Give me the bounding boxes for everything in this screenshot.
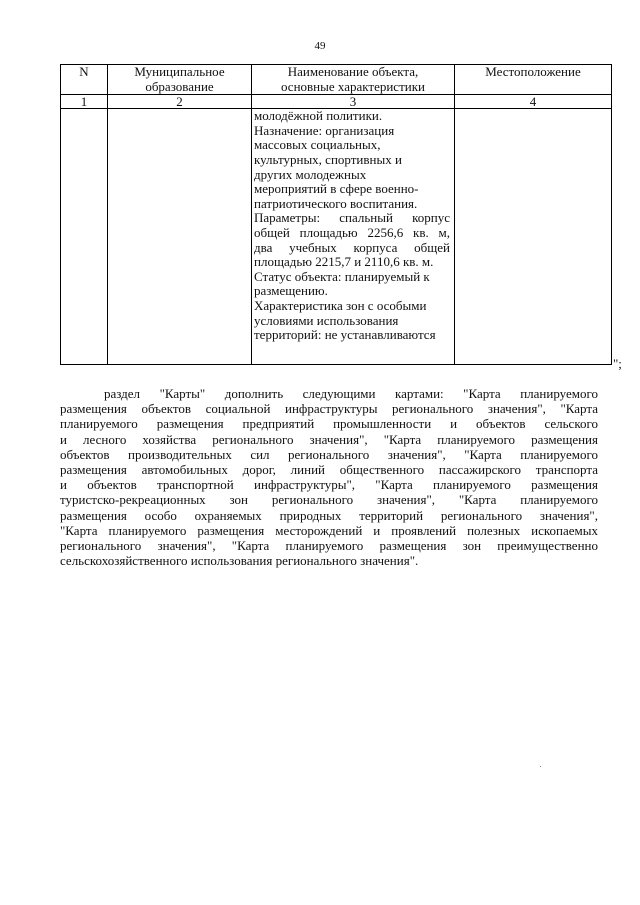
header-municipality bbox=[108, 65, 252, 95]
column-number: 3 bbox=[252, 95, 455, 109]
description-line: условиями использования bbox=[254, 313, 399, 328]
description-line: других молодежных bbox=[254, 167, 367, 182]
description-line: площадью 2215,7 и 2110,6 кв. м. bbox=[254, 255, 434, 270]
header-municipality-line: Муниципальное bbox=[134, 64, 225, 79]
paragraph-line: "Карта планируемого размещения месторождений и проявлений полезных ископаемых bbox=[60, 522, 598, 538]
object-description-cell bbox=[252, 109, 455, 365]
row-number-cell bbox=[61, 109, 108, 365]
scan-speck bbox=[540, 766, 541, 767]
paragraph-line: сельскохозяйственного использования регионального значения". bbox=[60, 553, 419, 569]
objects-table bbox=[60, 64, 612, 365]
description-line: массовых социальных, bbox=[254, 138, 381, 153]
paragraph-line: размещения автомобильных дорог, линий общественного пассажирского транспорта bbox=[60, 462, 598, 478]
description-line: два учебных корпуса общей bbox=[254, 240, 450, 255]
header-object-name-line: Наименование объекта, bbox=[287, 64, 419, 79]
column-number: 1 bbox=[61, 95, 108, 109]
paragraph-line: и объектов транспортной инфраструктуры", "Карта планируемого размещения bbox=[60, 477, 598, 493]
paragraph-line: и лесного хозяйства регионального значения", "Карта планируемого размещения bbox=[60, 431, 598, 447]
column-number: 4 bbox=[455, 95, 612, 109]
paragraph-line: размещения особо охраняемых природных территорий регионального значения", bbox=[60, 507, 598, 523]
paragraph-line: планируемого размещения предприятий промышленности и объектов сельского bbox=[60, 416, 598, 432]
description-line: общей площадью 2256,6 кв. м, bbox=[254, 225, 450, 240]
municipality-cell bbox=[108, 109, 252, 365]
table-header-row bbox=[61, 65, 612, 95]
header-location: Местоположение bbox=[455, 65, 612, 95]
header-number: N bbox=[61, 65, 108, 95]
column-number: 2 bbox=[108, 95, 252, 109]
paragraph-line: регионального значения", "Карта планируемого размещения зон преимущественно bbox=[60, 538, 598, 554]
paragraph-line: раздел "Карты" дополнить следующими картами: "Карта планируемого bbox=[104, 386, 598, 401]
description-line: культурных, спортивных и bbox=[254, 152, 402, 167]
description-line: Параметры: спальный корпус bbox=[254, 211, 450, 226]
location-cell bbox=[455, 109, 612, 365]
paragraph-line: туристско-рекреационных зон регионального значения", "Карта планируемого bbox=[60, 492, 598, 508]
header-municipality-line: образование bbox=[145, 78, 214, 94]
closing-quote-mark: "; bbox=[613, 356, 622, 371]
paragraph-line: объектов производительных сил регионального значения", "Карта планируемого bbox=[60, 446, 598, 462]
description-line: патриотического воспитания. bbox=[254, 196, 418, 211]
description-line: молодёжной политики. bbox=[254, 109, 383, 124]
paragraph-line: размещения объектов социальной инфраструктуры регионального значения", "Карта bbox=[60, 401, 598, 417]
description-line: мероприятий в сфере военно- bbox=[254, 182, 419, 197]
table-row bbox=[61, 109, 612, 365]
page-number: 49 bbox=[314, 40, 326, 52]
description-line: Статус объекта: планируемый к bbox=[254, 269, 430, 284]
description-line: территорий: не устанавливаются bbox=[254, 328, 436, 343]
description-line: размещению. bbox=[254, 284, 328, 299]
column-number-row bbox=[61, 95, 612, 109]
maps-section-paragraph bbox=[60, 386, 598, 568]
header-object-name-line: основные характеристики bbox=[280, 78, 425, 94]
header-object-name bbox=[252, 65, 455, 95]
description-line: Характеристика зон с особыми bbox=[254, 298, 427, 313]
description-line: Назначение: организация bbox=[254, 123, 395, 138]
